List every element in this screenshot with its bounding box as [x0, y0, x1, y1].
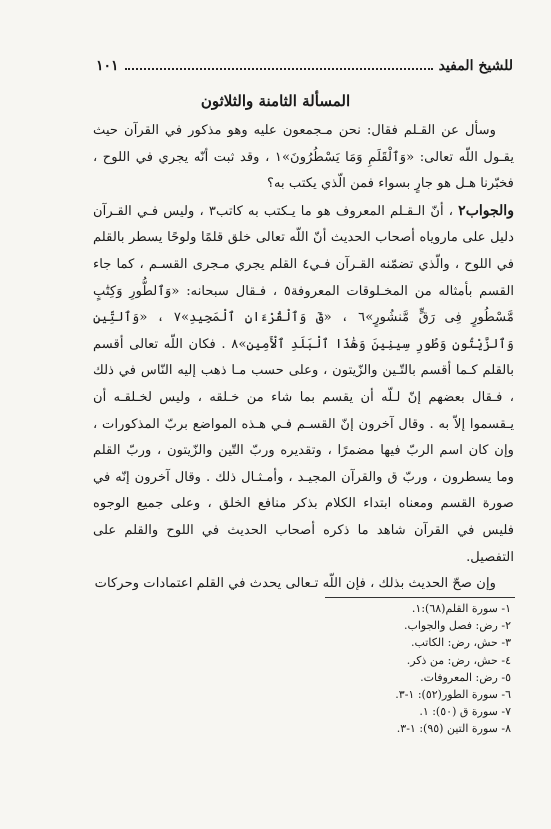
section-title: المسألة الثامنة والثلاثون [200, 92, 351, 110]
footnote-item: ٣- حش، رض: الكاتب. [410, 636, 511, 650]
page-number: ١٠١ [96, 58, 119, 74]
footnotes [291, 600, 511, 738]
page-header [96, 58, 513, 74]
paragraph-continuation [93, 571, 514, 598]
footnote-item: ١- سورة القلم(٦٨):١. [411, 602, 511, 615]
header-dot-leader [125, 68, 433, 70]
body-text [93, 118, 514, 598]
footnote-item: ٧- سورة ق (٥٠): ١. [419, 705, 511, 719]
footnote-item: ٦- سورة الطور(٥٢): ١-٣. [395, 688, 511, 702]
footnote-separator [325, 597, 515, 598]
paragraph-question [93, 118, 514, 198]
footnote-item: ٨- سورة التين (٩٥): ١-٣. [396, 722, 511, 736]
footnote-item: ٢- رض: فصل والجواب. [404, 619, 511, 633]
paragraph-text: وسأل عن القـلم فقال: نحن مـجمعون عليه وهو مذكور في القرآن حيث يقـول اللّه تعالى: «وَٱلْقَلَمِ وَمَا يَسْطُرُونَ»١ ، وقد ثبت أنّه يجري في اللوح ، فخبّرنا هـل هو جارٍ بسواء فمن الّذي يكتب به؟ [93, 123, 514, 192]
paragraph-answer [93, 198, 514, 571]
paragraph-text: ، أنّ الـقـلم المعروف هو ما يـكتب به كاتب٣ ، وليس فـي القـرآن دليل على ماروياه أصحاب الحديث أنّ اللّه تعالى خلق قلمًا ولوحًا يسطر بالقلم في اللوح ، والّذي تضمّنه القـرآن فـي٤ القلم يجري مـجرى القسـم ، كما جاء القسم بأمثاله من المخـلوقات المعروفة٥ ، فـقال سبحانه: «وَٱلطُّورِ وَكِتَٰبٍ مَّسْطُورٍ فِى رَقٍّ مَّنشُورٍ»٦ ، «قٓ وَٱلْقُرْءَانِ ٱلْمَجِيدِ»٧ ، «وَٱلتِّينِ وَٱلزَّيْتُونِ وَطُورِ سِينِينَ وَهَٰذَا ٱلْبَلَدِ ٱلْأَمِينِ»٨ . فكان اللّه تعالى أقسم بالقلم كـما أقسم بالتّـين والزّيتون ، وعلى حسب مـا ذهب إليه النّاس في ذلك ، فـقال بعضهم إنّ لـلّه أن يقسم بما شاء من خـلقه ، وليس لخـلقـه أن يـقسموا إلاّ به . وقال آخرون إنّ القسـم فـي هـذه المواضع بربّ المذكورات ، وإن كان اسم الربّ فيها مضمرًا ، وتقديره وربّ التّين والزّيتون ، وربّ القلم وما يسطرون ، وربّ ق والقرآن المجيـد ، وأمـثـال ذلك . وقال آخرون إنّه في صورة القسم ومعناه ابتداء الكلام بذكر منافع الخلق ، وعلى جميع الوجوه فليس في القرآن شاهد ما ذكره أصحاب الحديث في اللوح والقلم على التفصيل. [93, 203, 514, 565]
running-title: للشيخ المفيد [438, 58, 513, 74]
footnote-item: ٤- حش، رض: من ذكر. [406, 653, 511, 667]
paragraph-text: وإن صحّ الحديث بذلك ، فإن اللّه تـعالى يحدث في القلم اعتمادات وحركات [94, 576, 496, 592]
answer-lead: والجواب٢ [458, 202, 514, 219]
footnote-item: ٥- رض: المعروفات. [420, 670, 511, 684]
